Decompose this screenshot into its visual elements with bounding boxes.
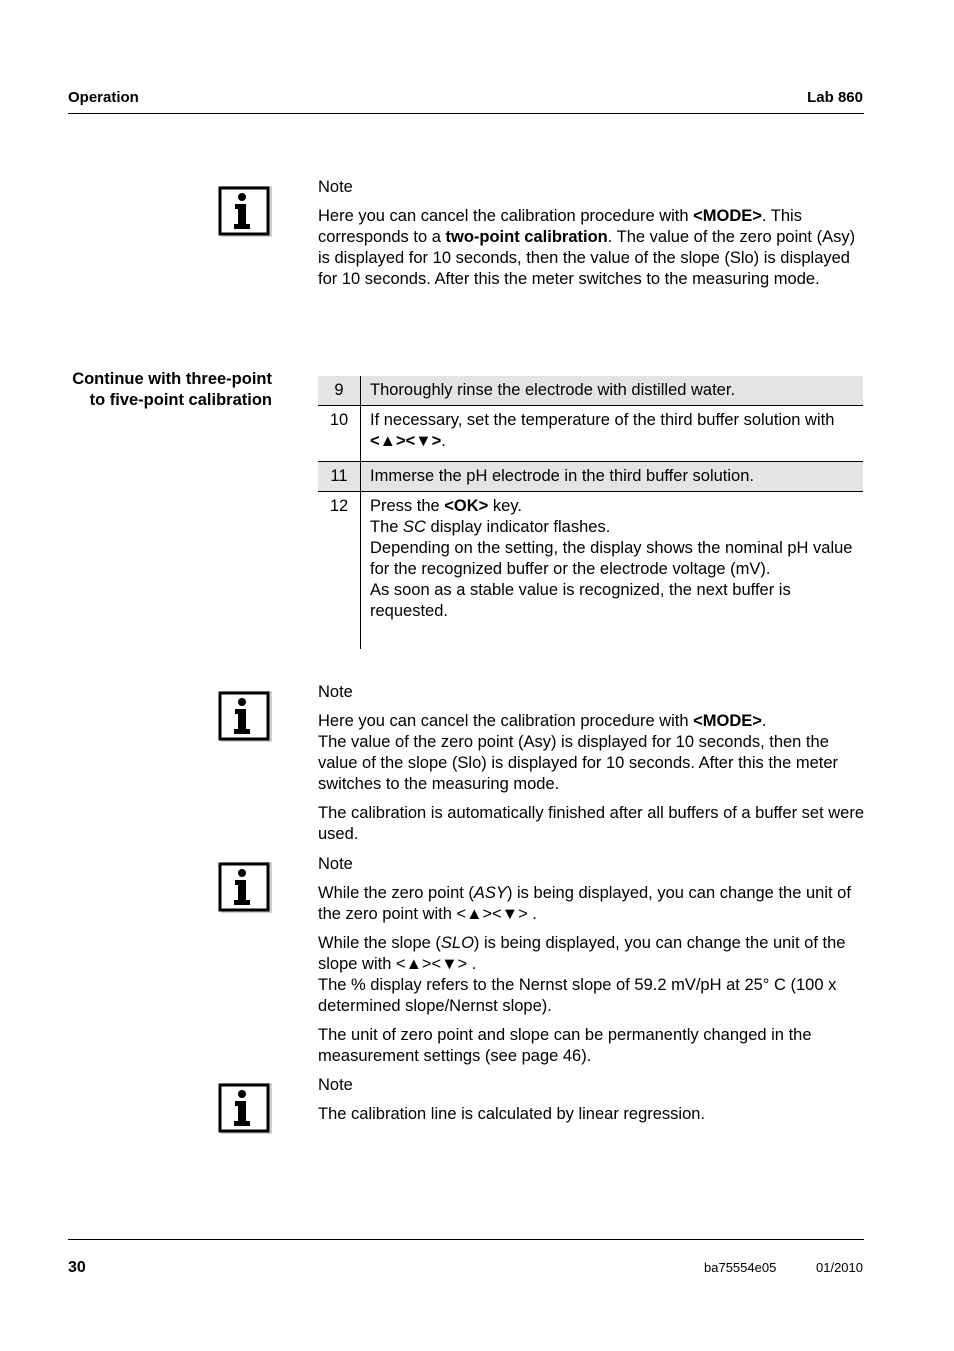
step-text: Thoroughly rinse the electrode with distilled water. xyxy=(370,381,736,399)
step-line: Press the <OK> key. xyxy=(370,497,522,515)
table-row xyxy=(318,462,863,492)
header-section-title: Operation xyxy=(68,89,139,106)
section-heading: Continue with three-point to five-point calibration xyxy=(72,370,272,409)
note-body: While the zero point (ASY) is being displayed, you can change the unit of the zero point with <▲><▼> . xyxy=(318,884,851,923)
note-cancel-two-point xyxy=(318,177,864,290)
step-number: 9 xyxy=(318,376,361,405)
note-body: While the slope (SLO) is being displayed, you can change the unit of the slope with <▲><▼> . The % display refers to the Nernst slope of 59.2 mV/pH at 25° C (100 x determined slope/Nernst slope). xyxy=(318,934,846,1015)
note-title: Note xyxy=(318,855,353,873)
note-body: The calibration line is calculated by linear regression. xyxy=(318,1105,706,1123)
step-text: If necessary, set the temperature of the third buffer solution with <▲><▼>. xyxy=(370,411,835,450)
steps-table xyxy=(318,376,863,649)
step-line: The SC display indicator flashes. xyxy=(370,518,611,536)
step-text xyxy=(361,492,863,649)
document-date: 01/2010 xyxy=(816,1260,863,1275)
step-line: As soon as a stable value is recognized, the next buffer is requested. xyxy=(370,581,791,620)
note-change-unit xyxy=(318,854,864,1067)
page-number: 30 xyxy=(68,1259,86,1276)
note-title: Note xyxy=(318,1076,353,1094)
footer-divider xyxy=(68,1239,864,1240)
note-cancel-three-point xyxy=(318,682,864,845)
table-row xyxy=(318,492,863,649)
note-body: The calibration is automatically finished after all buffers of a buffer set were used. xyxy=(318,804,865,843)
info-icon xyxy=(218,859,272,913)
note-body: Here you can cancel the calibration procedure with <MODE>. The value of the zero point (Asy) is displayed for 10 seconds, then the value of the slope (Slo) is displayed for 10 seconds. After this the meter switches to the measuring mode. xyxy=(318,712,839,793)
step-number: 11 xyxy=(318,462,361,491)
info-icon xyxy=(218,1080,272,1134)
step-number: 10 xyxy=(318,406,361,461)
header-divider xyxy=(68,113,864,114)
note-title: Note xyxy=(318,683,353,701)
table-row xyxy=(318,376,863,406)
info-icon xyxy=(218,688,272,742)
step-line: Depending on the setting, the display shows the nominal pH value for the recognized buffer or the electrode voltage (mV). xyxy=(370,539,853,578)
step-number: 12 xyxy=(318,492,361,649)
info-icon xyxy=(218,183,272,237)
note-body: The unit of zero point and slope can be permanently changed in the measurement settings (see page 46). xyxy=(318,1026,812,1065)
note-linear-regression xyxy=(318,1075,864,1125)
document-id: ba75554e05 xyxy=(704,1260,777,1275)
table-row xyxy=(318,406,863,462)
header-product-name: Lab 860 xyxy=(807,89,863,106)
note-body: Here you can cancel the calibration procedure with <MODE>. This corresponds to a two-point calibration. The value of the zero point (Asy) is displayed for 10 seconds, then the value of the slope (Slo) is displayed for 10 seconds. After this the meter switches to the measuring mode. xyxy=(318,207,856,288)
step-text: Immerse the pH electrode in the third buffer solution. xyxy=(370,467,754,485)
note-title: Note xyxy=(318,178,353,196)
